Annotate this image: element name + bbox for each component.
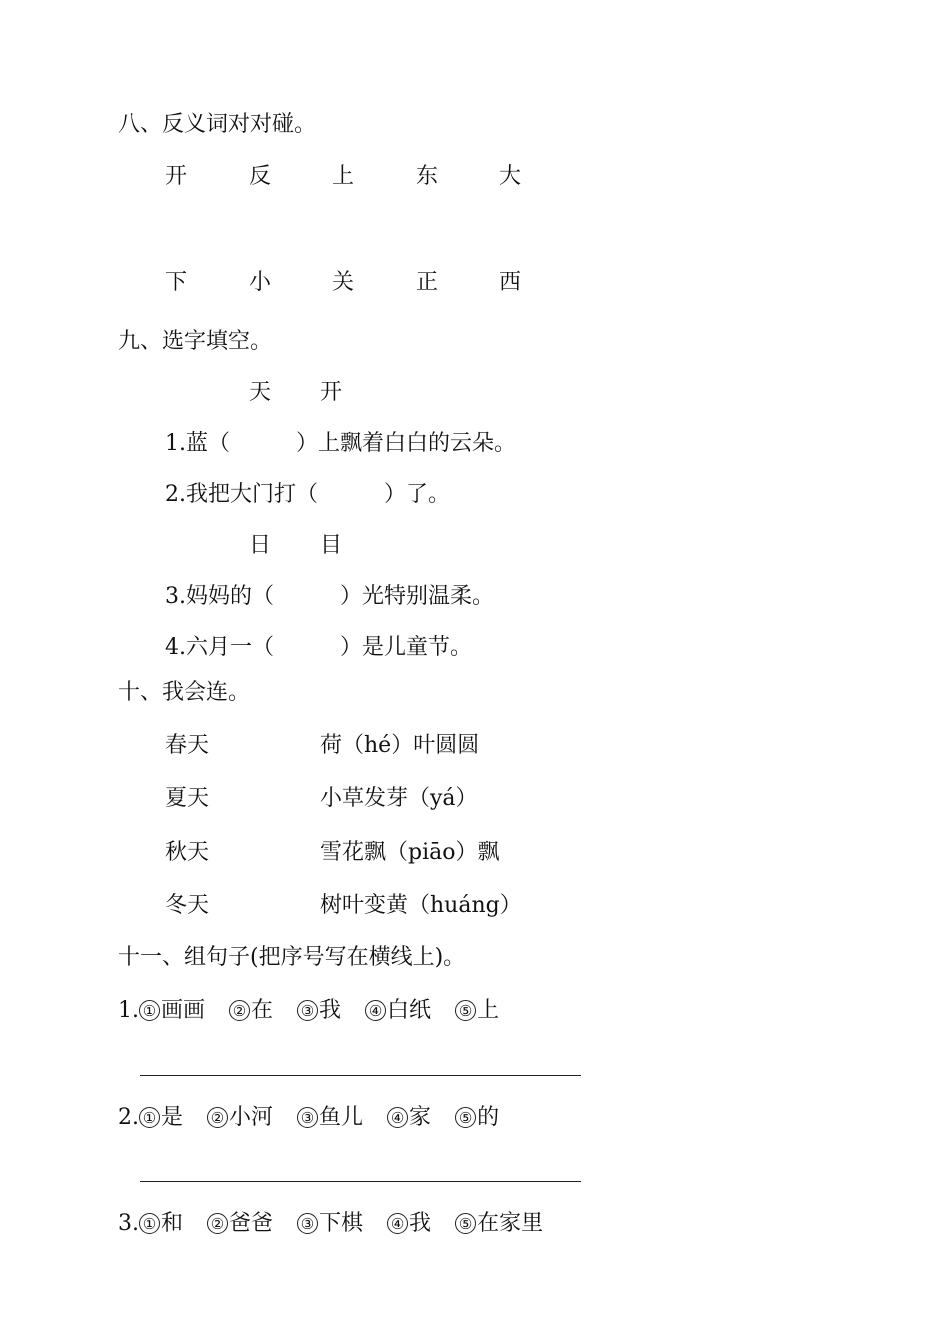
circled-number: ⑤ xyxy=(455,1000,476,1021)
season-label: 冬天 xyxy=(165,893,210,918)
word-option xyxy=(139,1213,183,1235)
answer-line[interactable] xyxy=(140,1075,581,1076)
antonym-char: 关 xyxy=(332,270,355,295)
choice-char: 天 xyxy=(249,380,272,405)
word-text: 白纸 xyxy=(387,998,432,1023)
season-label: 春天 xyxy=(165,733,210,758)
antonym-char: 西 xyxy=(499,270,522,295)
word-option xyxy=(387,1107,431,1129)
section-11-title: 十一、组句子(把序号写在横线上)。 xyxy=(118,945,466,970)
circled-number: ③ xyxy=(297,1000,318,1021)
circled-number: ① xyxy=(139,1000,160,1021)
circled-number: ④ xyxy=(387,1107,408,1128)
word-option xyxy=(207,1213,273,1235)
choice-char: 开 xyxy=(320,380,343,405)
section-9-title: 九、选字填空。 xyxy=(118,329,273,354)
word-option xyxy=(387,1213,431,1235)
fill-question-3: 3.妈妈的（ ）光特别温柔。 xyxy=(165,584,494,609)
sentence-item-2 xyxy=(118,1107,523,1129)
fill-question-2: 2.我把大门打（ ）了。 xyxy=(165,482,450,507)
choice-char: 日 xyxy=(249,533,272,558)
word-text: 在家里 xyxy=(477,1211,544,1236)
word-option xyxy=(139,1000,205,1022)
item-number: 1. xyxy=(118,998,139,1023)
circled-number: ② xyxy=(207,1213,228,1234)
circled-number: ① xyxy=(139,1213,160,1234)
word-option xyxy=(365,1000,431,1022)
match-phrase: 雪花飘（piāo）飘 xyxy=(320,840,500,865)
word-option xyxy=(297,1000,341,1022)
circled-number: ④ xyxy=(365,1000,386,1021)
circled-number: ③ xyxy=(297,1107,318,1128)
sentence-item-3 xyxy=(118,1213,567,1235)
item-number: 3. xyxy=(118,1211,139,1236)
antonym-char: 大 xyxy=(499,164,522,189)
antonym-char: 开 xyxy=(165,164,188,189)
antonym-char: 反 xyxy=(249,164,272,189)
sentence-item-1 xyxy=(118,1000,523,1022)
word-text: 爸爸 xyxy=(229,1211,274,1236)
antonym-char: 东 xyxy=(416,164,439,189)
circled-number: ② xyxy=(229,1000,250,1021)
circled-number: ③ xyxy=(297,1213,318,1234)
fill-question-4: 4.六月一（ ）是儿童节。 xyxy=(165,635,472,660)
antonym-char: 小 xyxy=(249,270,272,295)
word-text: 画画 xyxy=(161,998,206,1023)
circled-number: ② xyxy=(207,1107,228,1128)
word-text: 是 xyxy=(161,1105,184,1130)
word-text: 和 xyxy=(161,1211,184,1236)
antonym-char: 上 xyxy=(332,164,355,189)
word-option xyxy=(455,1107,499,1129)
season-label: 秋天 xyxy=(165,840,210,865)
match-phrase: 树叶变黄（huáng） xyxy=(320,893,522,918)
word-option xyxy=(139,1107,183,1129)
word-option xyxy=(207,1107,273,1129)
item-number: 2. xyxy=(118,1105,139,1130)
word-option xyxy=(297,1213,363,1235)
word-option xyxy=(229,1000,273,1022)
match-phrase: 小草发芽（yá） xyxy=(320,786,478,811)
word-text: 我 xyxy=(409,1211,432,1236)
word-text: 我 xyxy=(319,998,342,1023)
fill-question-1: 1.蓝（ ）上飘着白白的云朵。 xyxy=(165,431,516,456)
word-text: 的 xyxy=(477,1105,500,1130)
antonym-char: 正 xyxy=(416,270,439,295)
answer-line[interactable] xyxy=(140,1181,581,1182)
circled-number: ⑤ xyxy=(455,1213,476,1234)
section-10-title: 十、我会连。 xyxy=(118,680,251,705)
word-text: 家 xyxy=(409,1105,432,1130)
choice-char: 目 xyxy=(320,533,343,558)
antonym-char: 下 xyxy=(165,270,188,295)
circled-number: ① xyxy=(139,1107,160,1128)
circled-number: ④ xyxy=(387,1213,408,1234)
word-option xyxy=(297,1107,363,1129)
word-option xyxy=(455,1213,543,1235)
word-text: 鱼儿 xyxy=(319,1105,364,1130)
word-text: 在 xyxy=(251,998,274,1023)
word-text: 小河 xyxy=(229,1105,274,1130)
circled-number: ⑤ xyxy=(455,1107,476,1128)
season-label: 夏天 xyxy=(165,786,210,811)
word-text: 下棋 xyxy=(319,1211,364,1236)
match-phrase: 荷（hé）叶圆圆 xyxy=(320,733,480,758)
word-option xyxy=(455,1000,499,1022)
word-text: 上 xyxy=(477,998,500,1023)
section-8-title: 八、反义词对对碰。 xyxy=(118,112,317,137)
